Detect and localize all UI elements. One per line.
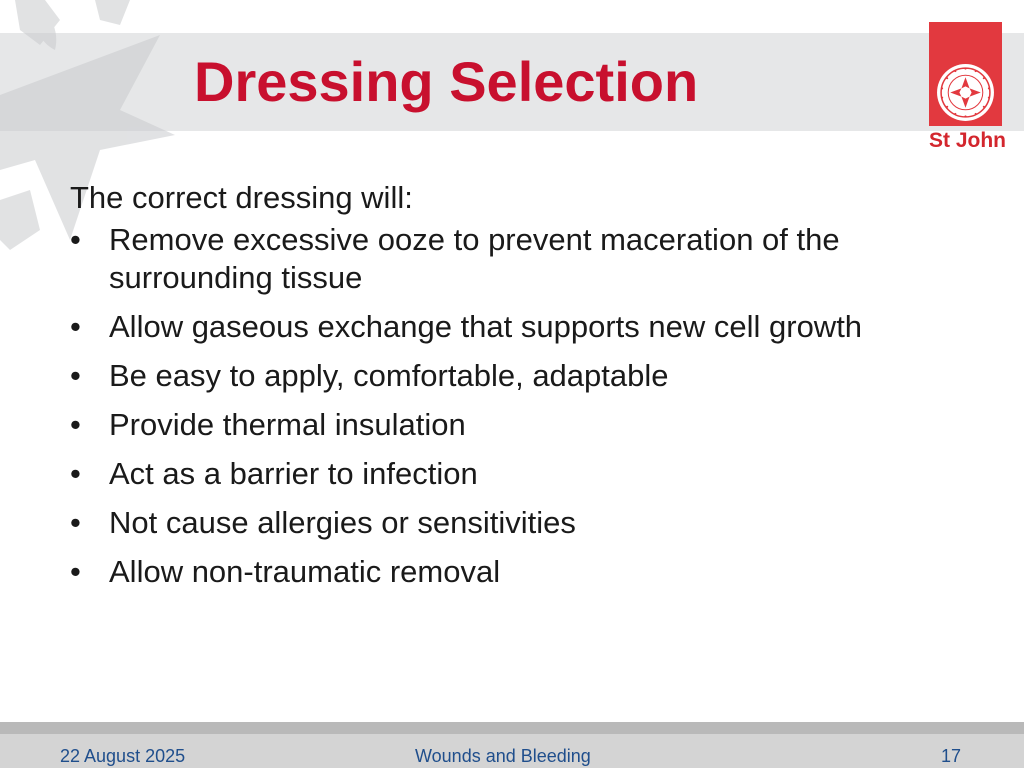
bullet-item [70,455,970,493]
bullet-dot: • [70,407,81,442]
footer-divider [0,722,1024,734]
bullet-text: Provide thermal insulation [109,407,466,442]
slide-title: Dressing Selection [194,50,699,113]
bullet-dot: • [70,309,81,344]
bullet-text: Not cause allergies or sensitivities [109,505,576,540]
bullet-list [70,221,970,591]
slide-content [70,178,970,602]
bullet-text: Remove excessive ooze to prevent maceration of the surrounding tissue [109,222,840,295]
intro-text: The correct dressing will: [70,180,413,215]
bullet-item [70,357,970,395]
bullet-item [70,406,970,444]
page-number: 17 [941,746,962,766]
logo-text: St John [929,129,1006,152]
bullet-dot: • [70,456,81,491]
bullet-dot: • [70,222,81,257]
logo-red-box [929,22,1002,126]
st-john-ambulance-emblem-icon [935,62,996,123]
footer-topic: Wounds and Bleeding [415,746,591,766]
bullet-item [70,221,970,297]
bullet-dot: • [70,358,81,393]
bullet-item [70,504,970,542]
bullet-item [70,308,970,346]
bullet-text: Act as a barrier to infection [109,456,478,491]
st-john-logo [929,22,1006,154]
bullet-dot: • [70,554,81,589]
bullet-dot: • [70,505,81,540]
footer-date: 22 August 2025 [60,746,186,766]
bullet-text: Be easy to apply, comfortable, adaptable [109,358,669,393]
bullet-item [70,553,970,591]
bullet-text: Allow non-traumatic removal [109,554,501,589]
bullet-text: Allow gaseous exchange that supports new cell growth [109,309,863,344]
